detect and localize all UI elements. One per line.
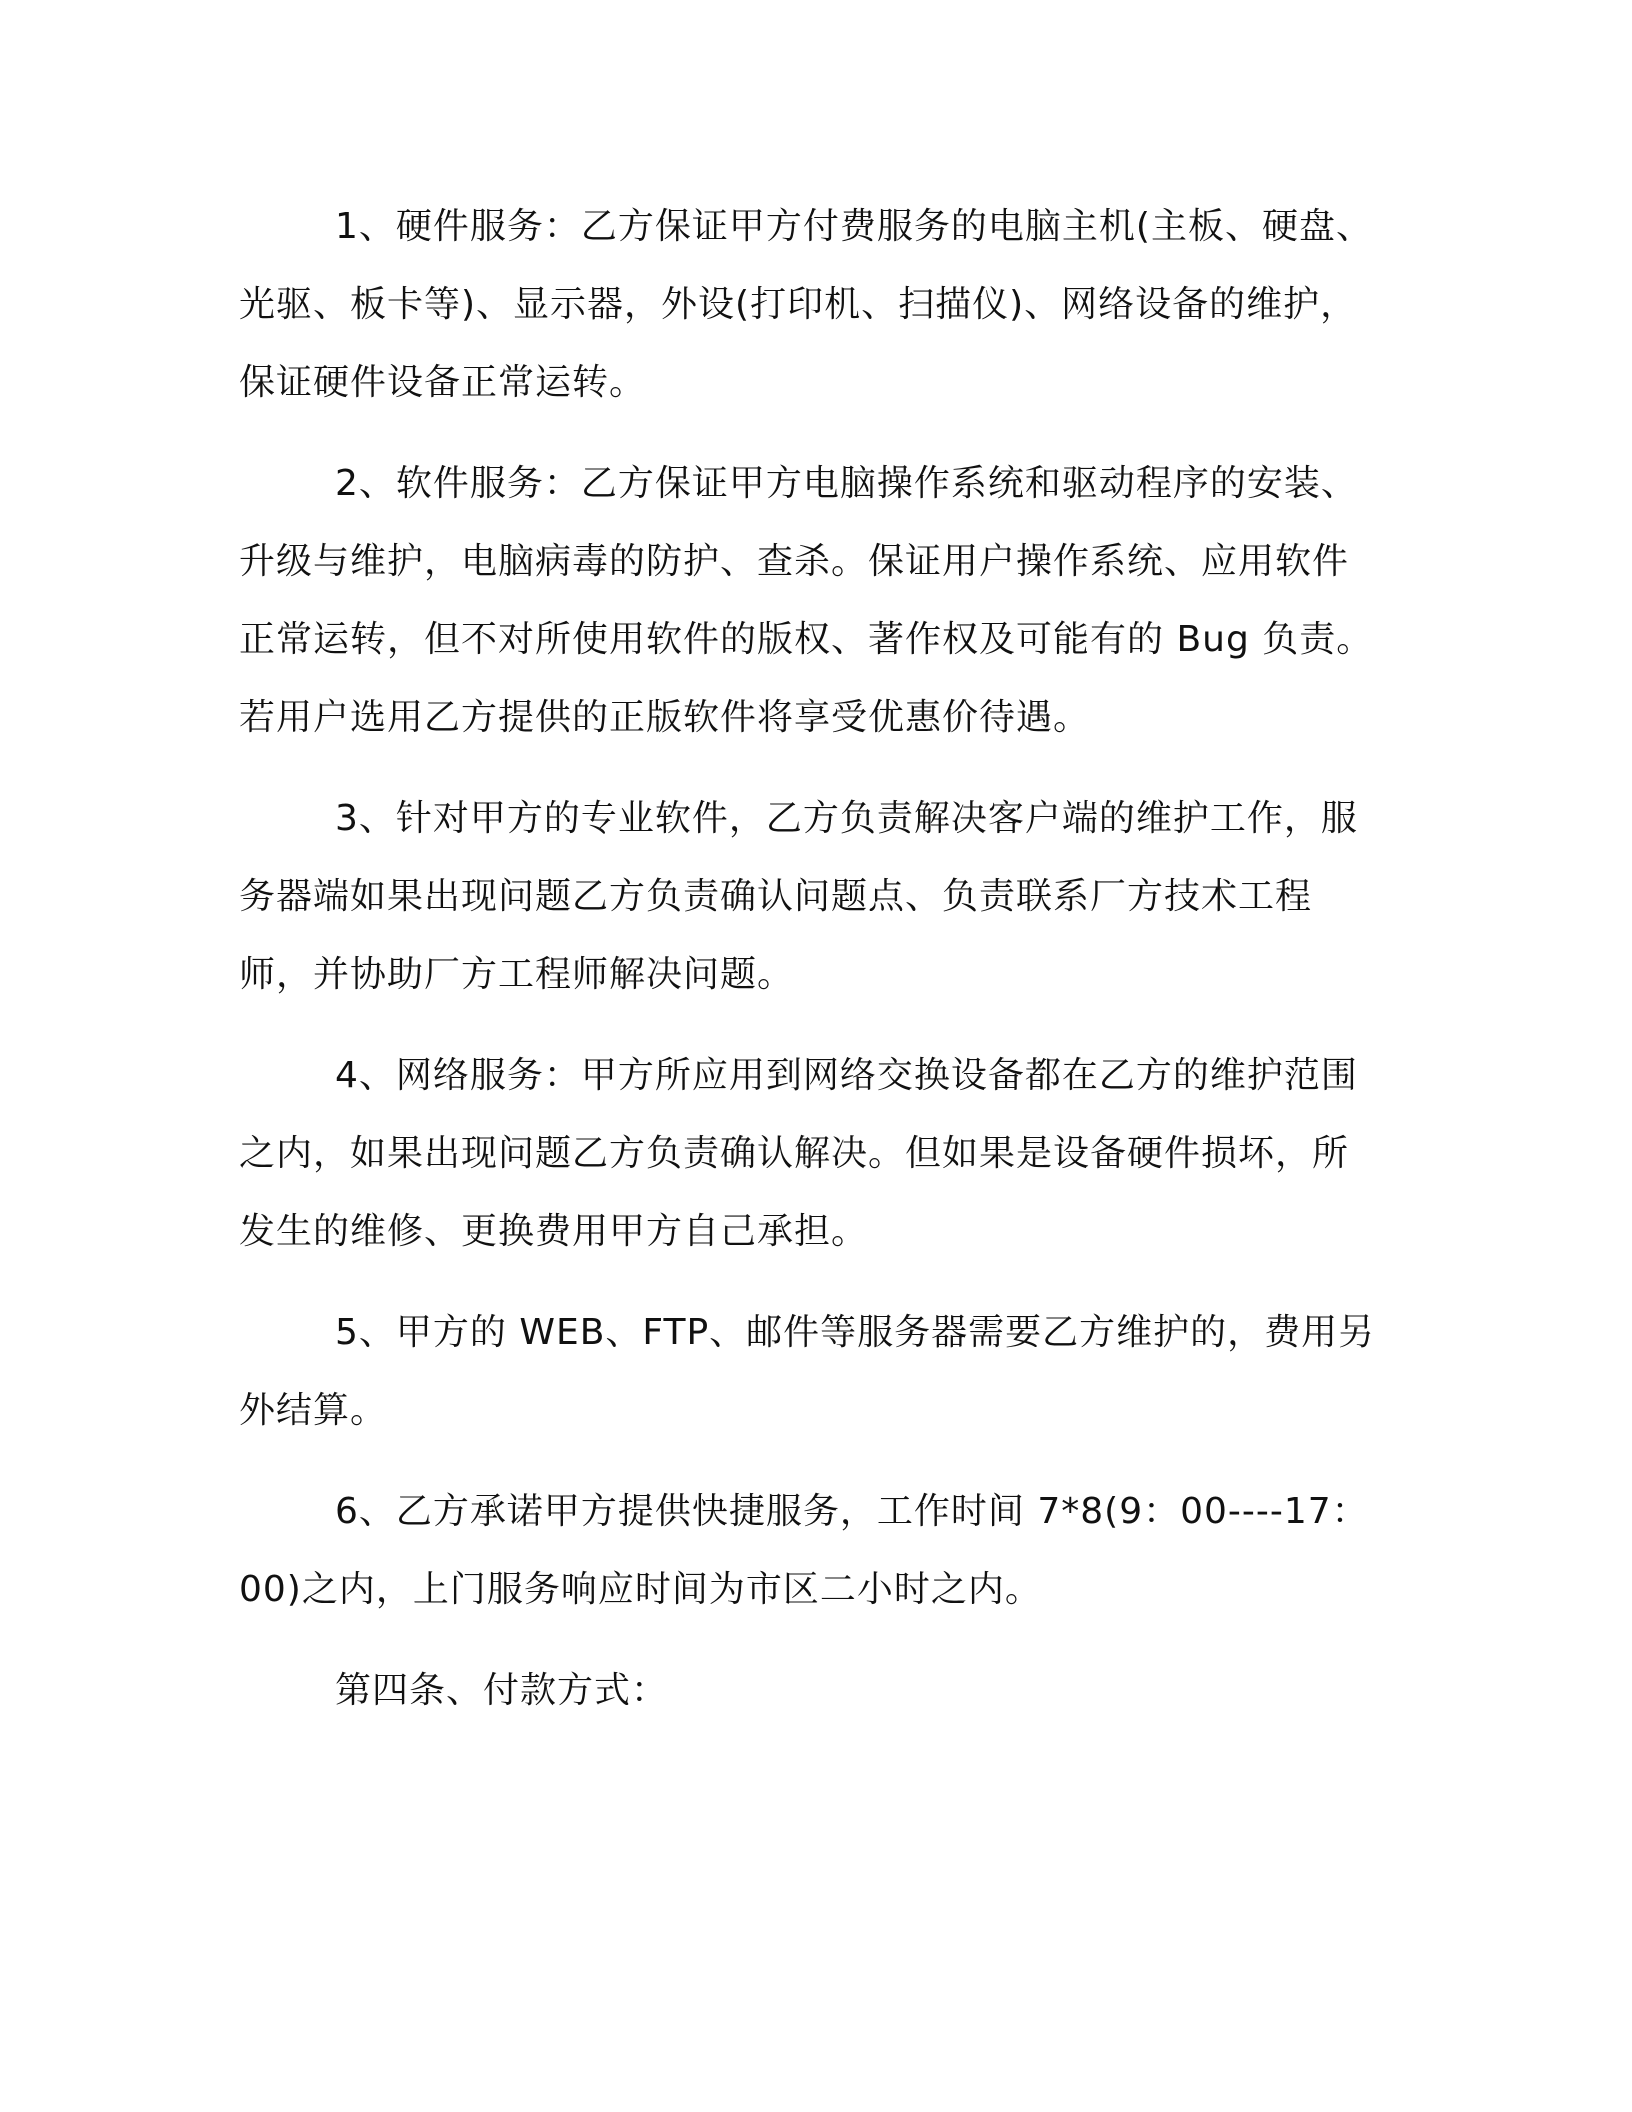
paragraph-professional-software: 3、针对甲方的专业软件，乙方负责解决客户端的维护工作，服务器端如果出现问题乙方负责确认问题点、负责联系厂方技术工程师，并协助厂方工程师解决问题。 — [239, 798, 1358, 995]
paragraph-software-service: 2、软件服务：乙方保证甲方电脑操作系统和驱动程序的安装、升级与维护，电脑病毒的防护、查杀。保证用户操作系统、应用软件正常运转，但不对所使用软件的版权、著作权及可能有的 Bug 负责。若用户选用乙方提供的正版软件将享受优惠价待遇。 — [239, 463, 1374, 738]
paragraph-service-hours: 6、乙方承诺甲方提供快捷服务，工作时间 7*8(9：00----17：00)之内，上门服务响应时间为市区二小时之内。 — [239, 1491, 1369, 1610]
document-body — [239, 188, 1384, 1730]
paragraph-hardware-service: 1、硬件服务：乙方保证甲方付费服务的电脑主机(主板、硬盘、光驱、板卡等)、显示器，外设(打印机、扫描仪)、网络设备的维护，保证硬件设备正常运转。 — [239, 206, 1373, 403]
section-heading-payment: 第四条、付款方式： — [335, 1670, 669, 1711]
paragraph-server-maintenance: 5、甲方的 WEB、FTP、邮件等服务器需要乙方维护的，费用另外结算。 — [239, 1312, 1376, 1431]
paragraph-network-service: 4、网络服务：甲方所应用到网络交换设备都在乙方的维护范围之内，如果出现问题乙方负责确认解决。但如果是设备硬件损坏，所发生的维修、更换费用甲方自己承担。 — [239, 1055, 1358, 1252]
